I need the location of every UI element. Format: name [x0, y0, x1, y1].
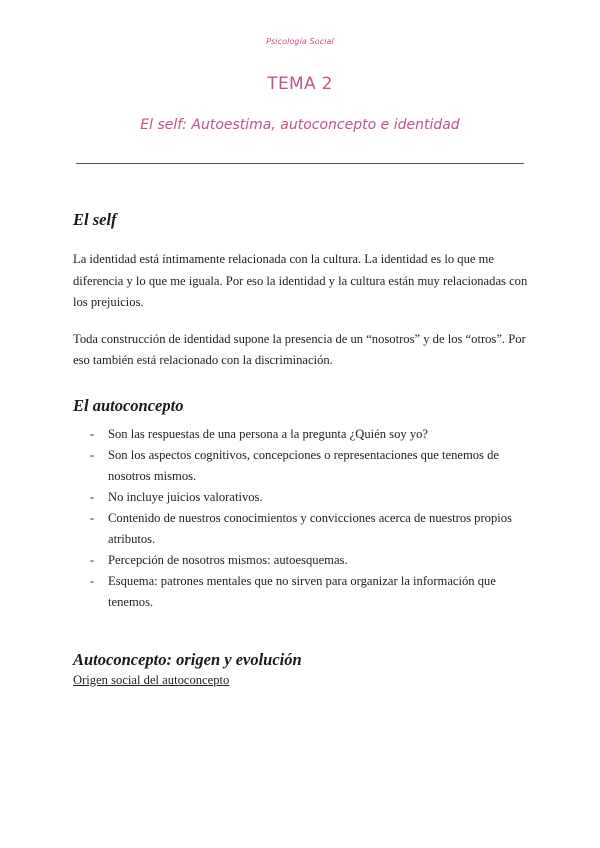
- document-title: TEMA 2: [267, 74, 333, 94]
- autoconcepto-bullet-list: [73, 424, 529, 613]
- paragraph-nosotros-otros: Toda construcción de identidad supone la presencia de un “nosotros” y de los “otros”. Por eso también está relacionado con la discriminación.: [73, 331, 526, 367]
- list-item: [73, 508, 529, 550]
- bullet-marker: -: [90, 552, 95, 567]
- list-item-text: No incluye juicios valorativos.: [108, 489, 263, 504]
- list-item-text: Esquema: patrones mentales que no sirven para organizar la información que tenemos.: [108, 573, 496, 609]
- list-item-text: Percepción de nosotros mismos: autoesquemas.: [108, 552, 348, 567]
- list-item: [73, 445, 529, 487]
- title-divider: [76, 163, 524, 164]
- bullet-marker: -: [90, 489, 95, 504]
- section-heading-self: El self: [73, 210, 117, 229]
- bullet-marker: -: [90, 573, 95, 588]
- list-item: [73, 487, 529, 508]
- list-item: [73, 424, 529, 445]
- section-heading-origen-evolucion: Autoconcepto: origen y evolución: [73, 649, 302, 669]
- list-item: [73, 550, 529, 571]
- document-subtitle: El self: Autoestima, autoconcepto e identidad: [140, 117, 460, 133]
- subheading-origen-social: Origen social del autoconcepto: [73, 672, 230, 687]
- list-item-text: Son las respuestas de una persona a la pregunta ¿Quién soy yo?: [108, 426, 428, 441]
- running-header: Psicología Social: [266, 37, 334, 46]
- bullet-marker: -: [90, 447, 95, 462]
- list-item-text: Son los aspectos cognitivos, concepciones o representaciones que tenemos de nosotros mismos.: [108, 447, 499, 483]
- list-item-text: Contenido de nuestros conocimientos y convicciones acerca de nuestros propios atributos.: [108, 510, 512, 546]
- paragraph-identidad-cultura: La identidad está íntimamente relacionada con la cultura. La identidad es lo que me diferencia y lo que me iguala. Por eso la identidad y la cultura están muy relacionadas con los prejuicios.: [73, 252, 528, 309]
- section-heading-autoconcepto: El autoconcepto: [73, 395, 184, 415]
- document-body: [73, 210, 529, 689]
- bullet-marker: -: [90, 510, 95, 525]
- list-item: [73, 571, 529, 613]
- bullet-marker: -: [90, 426, 95, 441]
